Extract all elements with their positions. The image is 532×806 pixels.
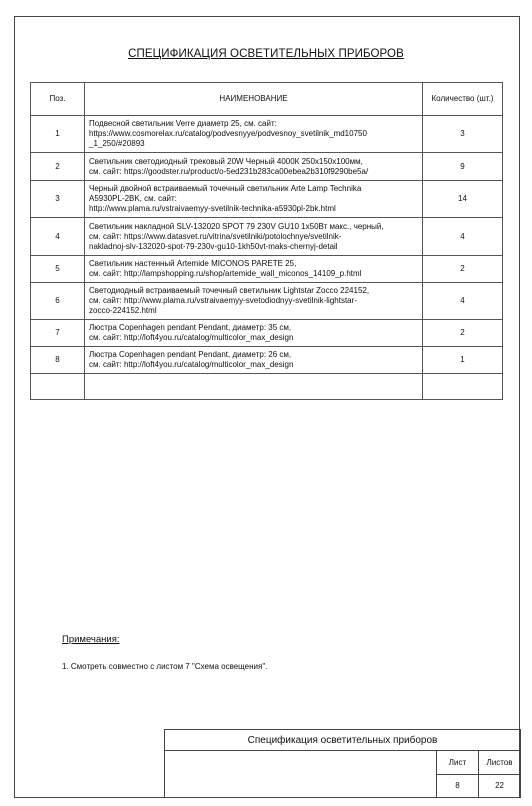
row-qty: 4: [423, 283, 503, 320]
row-qty: 1: [423, 347, 503, 374]
row-name-line: nakladnoj-slv-132020-spot-79-230v-gu10-1kh50vt-maks-chernyj-detail: [89, 241, 338, 251]
sheet-label: Лист: [437, 751, 479, 775]
row-pos: 8: [31, 347, 85, 374]
table-row: [31, 116, 503, 153]
row-name-line: см. сайт: http://loft4you.ru/catalog/multicolor_max_design: [89, 333, 294, 342]
row-name-line: см. сайт: http://loft4you.ru/catalog/multicolor_max_design: [89, 360, 294, 369]
row-pos-empty: [31, 374, 85, 400]
title-block-title: Спецификация осветительных приборов: [165, 730, 521, 751]
row-name-line: см. сайт: http://www.plama.ru/vstraivaemyy-svetodiodnyy-svetilnik-lightstar-: [89, 296, 357, 305]
sheets-total: 22: [479, 774, 521, 798]
row-name-line: Люстра Copenhagen pendant Pendant, диаметр: 35 см,: [89, 323, 292, 332]
notes-title: Примечания:: [62, 634, 120, 645]
notes-item: 1. Смотреть совместно с листом 7 "Схема освещения".: [62, 662, 268, 671]
row-name-line: Черный двойной встраиваемый точечный светильник Arte Lamp Technika: [89, 184, 362, 193]
title-block: [164, 729, 521, 798]
table-header-row: [31, 83, 503, 116]
row-name: [85, 116, 423, 153]
row-pos: 6: [31, 283, 85, 320]
row-name-line: Люстра Copenhagen pendant Pendant, диаметр: 26 см,: [89, 350, 292, 359]
row-name-line: zocco-224152.html: [89, 306, 157, 315]
row-name-line: см. сайт: https://goodster.ru/product/o-5ed231b283ca00ebea2b310f9290be5a/: [89, 166, 369, 176]
header-name: НАИМЕНОВАНИЕ: [85, 83, 423, 116]
row-name-line: A5930PL-2BK, см. сайт:: [89, 194, 177, 203]
row-qty: 3: [423, 116, 503, 153]
row-name: [85, 283, 423, 320]
title-block-blank: [165, 751, 437, 798]
header-qty-label: Количество: [431, 94, 475, 103]
row-name-line: Светодиодный встраиваемый точечный светильник Lightstar Zocco 224152,: [89, 286, 370, 295]
row-name-line: https://www.cosmorelax.ru/catalog/podvesnyye/podvesnoy_svetilnik_md10750: [89, 129, 367, 138]
sheet-number: 8: [437, 774, 479, 798]
table-row: [31, 256, 503, 283]
row-name-line: _1_250/#20893: [89, 139, 145, 148]
header-pos: Поз.: [31, 83, 85, 116]
row-name: [85, 153, 423, 181]
header-qty: [423, 83, 503, 116]
row-name: [85, 347, 423, 374]
table-row: [31, 283, 503, 320]
row-qty: 2: [423, 256, 503, 283]
row-pos: 7: [31, 320, 85, 347]
row-name-line: см. сайт: http://lampshopping.ru/shop/artemide_wall_miconos_14109_p.html: [89, 269, 362, 278]
row-pos: 4: [31, 218, 85, 256]
row-pos: 5: [31, 256, 85, 283]
row-qty-empty: [423, 374, 503, 400]
row-name: [85, 256, 423, 283]
row-name-line: см. сайт: https://www.datasvet.ru/vitrina/svetilniki/potolochnye/svetilnik-: [89, 231, 342, 241]
table-row: [31, 153, 503, 181]
sheets-label: Листов: [479, 751, 521, 775]
row-qty: 2: [423, 320, 503, 347]
row-pos: 3: [31, 181, 85, 218]
table-row: [31, 218, 503, 256]
header-qty-unit: (шт.): [476, 94, 494, 103]
row-name-line: Подвесной светильник Verre диаметр 25, см. сайт:: [89, 119, 277, 128]
table-row: [31, 181, 503, 218]
row-pos: 1: [31, 116, 85, 153]
row-qty: 14: [423, 181, 503, 218]
table-row: [31, 347, 503, 374]
row-pos: 2: [31, 153, 85, 181]
row-name-line: Светильник накладной SLV-132020 SPOT 79 230V GU10 1x50Вт макс., черный,: [89, 221, 384, 231]
row-qty: 4: [423, 218, 503, 256]
page-title: СПЕЦИФИКАЦИЯ ОСВЕТИТЕЛЬНЫХ ПРИБОРОВ: [128, 48, 404, 60]
table-row: [31, 320, 503, 347]
table-row-empty: [31, 374, 503, 400]
row-name: [85, 320, 423, 347]
row-name-line: Светильник светодиодный трековый 20W Черный 4000К 250х150х100мм,: [89, 156, 363, 166]
row-name: [85, 218, 423, 256]
row-qty: 9: [423, 153, 503, 181]
row-name-empty: [85, 374, 423, 400]
row-name-line: http://www.plama.ru/vstraivaemyy-svetilnik-technika-a5930pl-2bk.html: [89, 204, 336, 213]
specification-table: [30, 82, 503, 400]
row-name: [85, 181, 423, 218]
row-name-line: Светильник настенный Artemide MICONOS PARETE 25,: [89, 259, 297, 268]
